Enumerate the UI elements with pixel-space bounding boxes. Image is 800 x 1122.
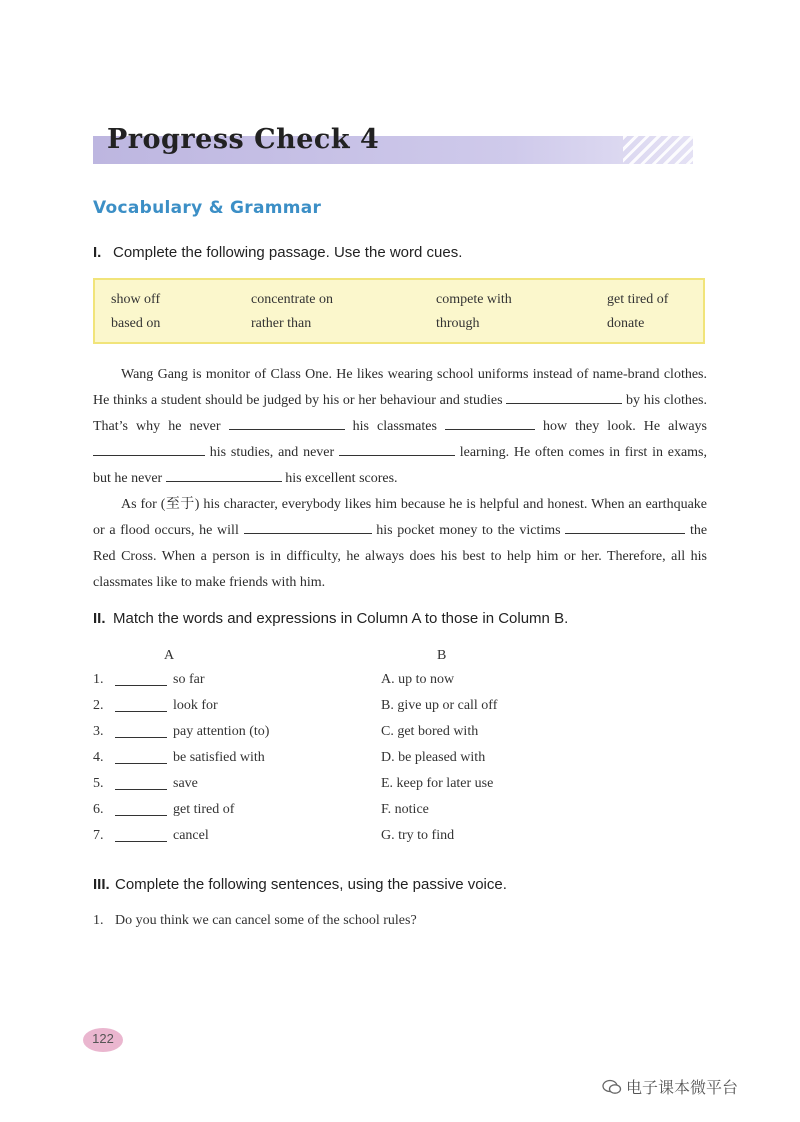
- part3-instruction-text: Complete the following sentences, using the passive voice.: [115, 876, 507, 893]
- item-number: 1.: [93, 913, 104, 928]
- answer-blank[interactable]: [115, 737, 167, 738]
- passage-text: As for (至于) his character, everybody likes him because he is helpful and honest. When an earthquake or a flood occurs, he will: [93, 497, 707, 538]
- answer-blank[interactable]: [506, 391, 622, 404]
- page-title: Progress Check 4: [107, 124, 380, 155]
- item-number: 6.: [93, 802, 104, 817]
- column-a-item: look for: [173, 698, 218, 713]
- item-number: 7.: [93, 828, 104, 843]
- match-row: [93, 750, 713, 770]
- word-cue: compete with: [436, 292, 512, 307]
- part1-number: I.: [93, 244, 102, 261]
- answer-blank[interactable]: [339, 443, 455, 456]
- word-cue: donate: [607, 316, 645, 331]
- column-b-item: C. get bored with: [381, 724, 479, 739]
- answer-blank[interactable]: [229, 417, 345, 430]
- word-cue: rather than: [251, 316, 312, 331]
- passage-text: by his clothes. That’s why he never: [93, 393, 707, 434]
- part3-number: III.: [93, 876, 110, 893]
- word-cue: based on: [111, 316, 161, 331]
- passage-paragraph-2: [93, 492, 707, 596]
- column-a-item: so far: [173, 672, 205, 687]
- question-text: Do you think we can cancel some of the school rules?: [115, 913, 417, 928]
- item-number: 1.: [93, 672, 104, 687]
- answer-blank[interactable]: [244, 521, 372, 534]
- answer-blank[interactable]: [115, 685, 167, 686]
- passage-text: the Red Cross. When a person is in difficulty, he always does his best to help him or her. Therefore, all his classmates like to make friends with him.: [93, 523, 708, 590]
- part2-instruction-text: Match the words and expressions in Column A to those in Column B.: [113, 610, 569, 627]
- match-row: [93, 828, 713, 848]
- passage-text: his pocket money to the victims: [376, 523, 561, 538]
- question-1: [93, 913, 417, 929]
- passage-text: learning. He often comes in first in exams, but he never: [93, 445, 708, 486]
- column-a-item: save: [173, 776, 198, 791]
- item-number: 5.: [93, 776, 104, 791]
- passage-text: his classmates: [352, 419, 437, 434]
- passage: [93, 362, 707, 596]
- word-cue: concentrate on: [251, 292, 334, 307]
- page-number-badge: [83, 1028, 123, 1052]
- answer-blank[interactable]: [115, 789, 167, 790]
- column-a-item: be satisfied with: [173, 750, 265, 765]
- part1-instruction-text: Complete the following passage. Use the word cues.: [113, 244, 463, 261]
- passage-text: how they look. He always: [543, 419, 707, 434]
- item-number: 2.: [93, 698, 104, 713]
- passage-text: his excellent scores.: [285, 471, 398, 486]
- part2-instruction: [93, 610, 568, 627]
- column-a-item: pay attention (to): [173, 724, 270, 739]
- page-number: 122: [92, 1031, 114, 1046]
- passage-text: his studies, and never: [209, 445, 335, 460]
- banner-stripes: [623, 136, 693, 164]
- word-cue: show off: [111, 292, 161, 307]
- answer-blank[interactable]: [115, 763, 167, 764]
- watermark-text: 电子课本微平台: [626, 1078, 739, 1097]
- part2-number: II.: [93, 610, 106, 627]
- column-b-item: D. be pleased with: [381, 750, 486, 765]
- chat-icon: [602, 1079, 622, 1099]
- passage-text: Wang Gang is monitor of Class One. He likes wearing school uniforms instead of name-brand clothes. He thinks a student should be judged by his or her behaviour and studies: [93, 367, 707, 408]
- match-row: [93, 776, 713, 796]
- match-row: [93, 698, 713, 718]
- word-cue: get tired of: [607, 292, 669, 307]
- answer-blank[interactable]: [445, 417, 535, 430]
- column-b-header: B: [437, 648, 447, 663]
- watermark: [602, 1075, 738, 1099]
- column-a-header: A: [164, 648, 175, 663]
- column-b-item: E. keep for later use: [381, 776, 494, 791]
- word-cue: through: [436, 316, 480, 331]
- answer-blank[interactable]: [115, 841, 167, 842]
- answer-blank[interactable]: [565, 521, 685, 534]
- column-b-item: A. up to now: [381, 672, 455, 687]
- column-b-item: B. give up or call off: [381, 698, 498, 713]
- section-title: Vocabulary & Grammar: [93, 198, 322, 218]
- match-row: [93, 724, 713, 744]
- answer-blank[interactable]: [115, 711, 167, 712]
- column-b-item: F. notice: [381, 802, 429, 817]
- word-cue-box: [93, 278, 705, 344]
- column-a-item: get tired of: [173, 802, 235, 817]
- passage-paragraph-1: [93, 362, 707, 492]
- part1-instruction: [93, 244, 462, 261]
- answer-blank[interactable]: [166, 469, 282, 482]
- match-row: [93, 802, 713, 822]
- answer-blank[interactable]: [115, 815, 167, 816]
- item-number: 3.: [93, 724, 104, 739]
- part3-instruction: [93, 876, 507, 893]
- column-b-item: G. try to find: [381, 828, 455, 843]
- column-a-item: cancel: [173, 828, 209, 843]
- item-number: 4.: [93, 750, 104, 765]
- answer-blank[interactable]: [93, 443, 205, 456]
- match-row: [93, 672, 713, 692]
